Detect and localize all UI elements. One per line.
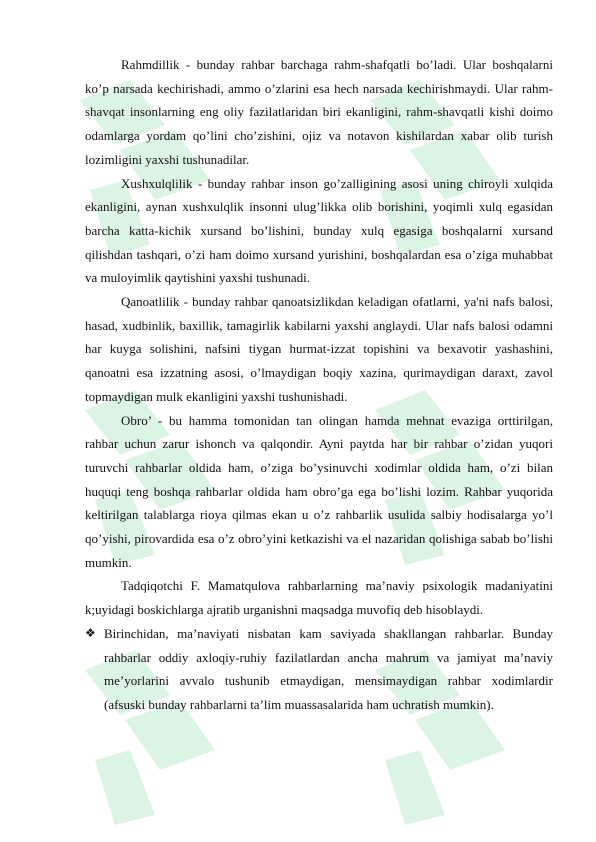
document-body xyxy=(85,53,553,717)
bullet-text: Birinchidan, ma’naviyati nisbatan kam saviyada shakllangan rahbarlar. Bunday rahbarlar oddiy axloqiy-ruhiy fazilatlardan ancha mahrum va jamiyat ma’naviy me’yorlarini avvalo tushunib etmaydigan, mensimaydigan rahbar xodimlardir (afsuski bunday rahbarlarni ta’lim muassasalarida ham uchratish mumkin). xyxy=(104,625,553,712)
paragraph-rahmdillik: Rahmdillik - bunday rahbar barchaga rahm-shafqatli bo’ladi. Ular boshqalarni ko’p narsada kechirishadi, ammo o’zlarini esa hech narsada kechirishmaydi. Ular rahm-shavqat insonlarning eng oliy fazilatlaridan biri ekanligini, rahm-shavqatli kishi doimo odamlarga yordam qo’lini cho’zishini, ojiz va notavon kishilardan xabar olib turish lozimligini yaxshi tushunadilar. xyxy=(85,57,553,167)
bullet-item xyxy=(85,622,553,717)
paragraph-obro: Obro’ - bu hamma tomonidan tan olingan hamda mehnat evaziga orttirilgan, rahbar uchun zarur ishonch va qalqondir. Ayni paytda har bir rahbar o’zidan yuqori turuvchi rahbarlar oldida ham, o’ziga bo’ysinuvchi xodimlar oldida ham, o’zi bilan huquqi teng boshqa rahbarlar oldida ham obro’ga ega bo’lishi lozim. Rahbar yuqorida keltirilgan talablarga rioya qilmas ekan u o’z rahbarlik usulida salbiy hodisalarga yo’l qo’yishi, pirovardida esa o’z obro’yini ketkazishi va el nazaridan qolishiga sabab bo’lishi mumkin. xyxy=(85,412,553,570)
diamond-bullet-icon: ❖ xyxy=(85,625,96,640)
paragraph-tadqiqotchi: Tadqiqotchi F. Mamatqulova rahbarlarning ma’naviy psixologik madaniyatini k;uyidagi boskichlarga ajratib urganishni maqsadga muvofiq deb hisoblaydi. xyxy=(85,578,553,618)
paragraph-xushxulqlilik: Xushxulqlilik - bunday rahbar inson go’zalligining asosi uning chiroyli xulqida ekanligini, aynan xushxulqlik insonni ulug’likka olib borishini, yoqimli xulq egasidan barcha katta-kichik xursand bo’lishini, bunday xulq egasiga boshqalarni xursand qilishdan tashqari, o’zi ham doimo xursand yurishini, boshqalardan esa o’ziga muhabbat va muloyimlik qaytishini yaxshi tushunadi. xyxy=(85,175,553,286)
paragraph-qanoatlilik: Qanoatlilik - bunday rahbar qanoatsizlikdan keladigan ofatlarni, ya'ni nafs balosi, hasad, xudbinlik, baxillik, tamagirlik kabilarni yaxshi anglaydi. Ular nafs balosi odamni har kuyga solishini, nafsini tiygan hurmat-izzat topishini va bexavotir yashashini, qanoatni esa izzatning asosi, o’lmaydigan boqiy xazina, qurimaydigan daraxt, zavol topmaydigan mulk ekanligini yaxshi tushunishadi. xyxy=(85,294,553,404)
